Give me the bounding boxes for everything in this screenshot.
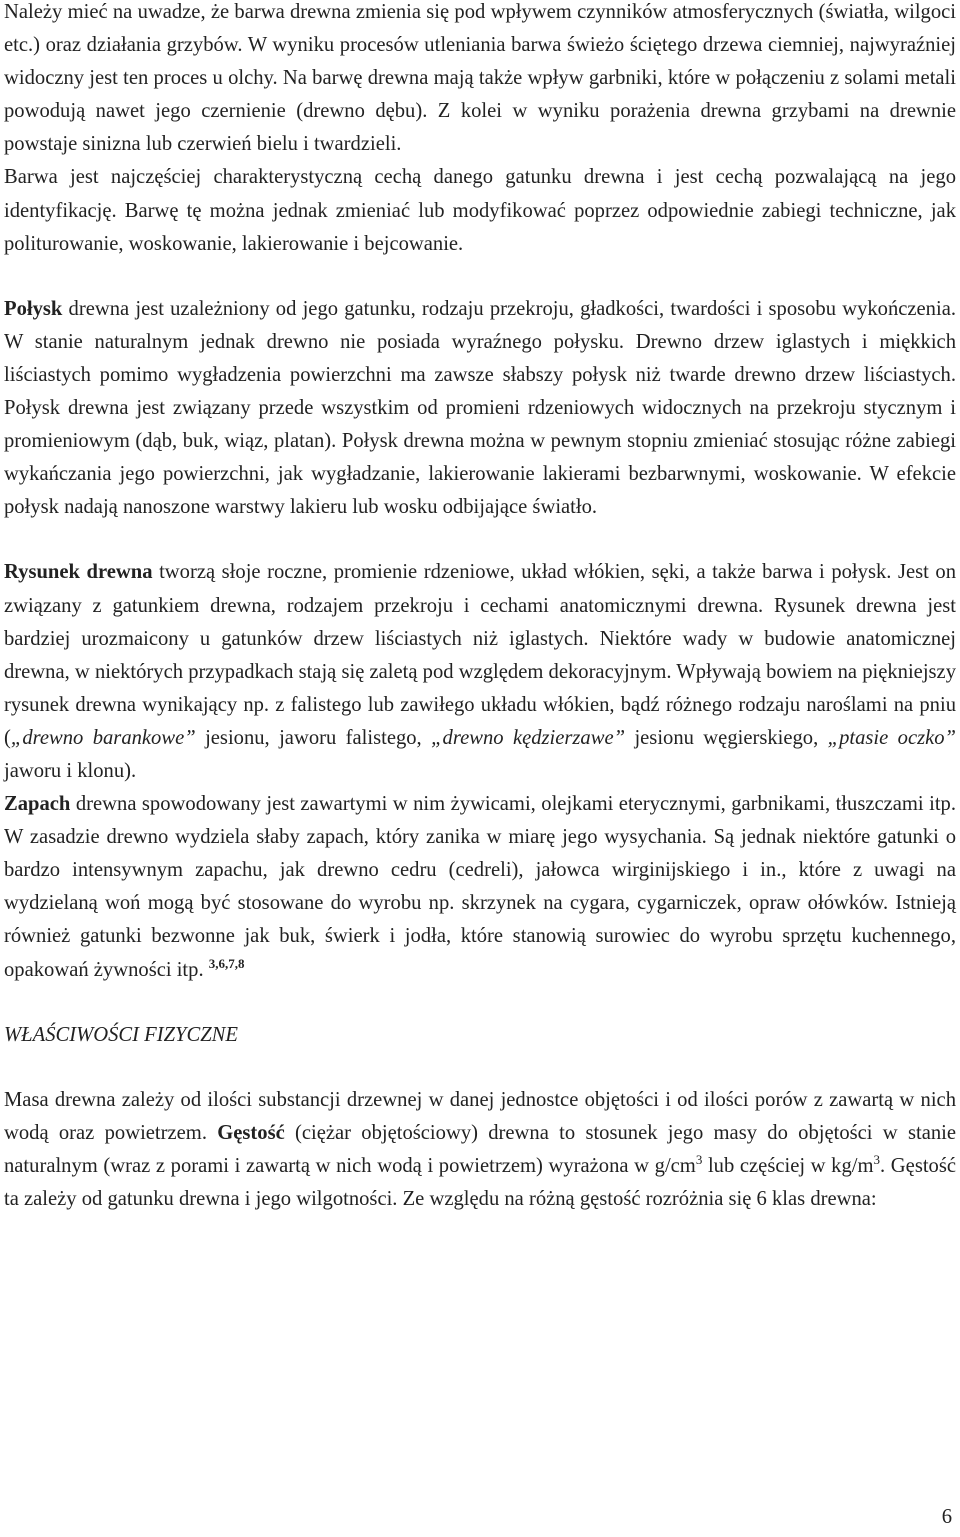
paragraph-gap [4,987,956,1019]
quote-drewno-kedzierzawe: „drewno kędzierzawe” [431,726,626,749]
document-page [4,0,956,1216]
paragraph-text: (ciężar objętościowy) drewna to stosunek jego masy do objętości w stanie naturalnym (wraz z porami i zawartą w nich wodą i powietrzem) wyrażona w g/cm [4,1121,956,1177]
paragraph-gloss [4,293,956,525]
paragraph-color-weathering [4,0,956,161]
term-gloss: Połysk [4,297,63,320]
paragraph-text: . Gęstość ta zależy od gatunku drewna i jego wilgotności. Ze względu na różną gęstość rozróżnia się 6 klas drewna: [4,1154,957,1210]
paragraph-text: lub częściej w kg/m [702,1154,874,1177]
footnote-reference: 3,6,7,8 [208,955,245,971]
page-number: 6 [941,1506,952,1528]
superscript-cm3: 3 [695,1151,703,1167]
paragraph-smell [4,788,956,987]
paragraph-text: drewna jest uzależniony od jego gatunku, rodzaju przekroju, gładkości, twardości i sposobu wykończenia. W stanie naturalnym jednak drewno nie posiada wyraźnego połysku. Drewno drzew iglastych i miękkich liściastych pomimo wygładzenia powierzchni ma zawsze słabszy połysk niż twarde drewno drzew liściastych. Połysk drewna jest związany przede wszystkim od promieni rdzeniowych widocznych na przekroju stycznym i promieniowym (dąb, buk, wiąz, platan). Połysk drewna można w pewnym stopniu zmieniać stosując różne zabiegi wykańczania jego powierzchni, jak wygładzanie, lakierowanie lakierami bezbarwnymi, woskowanie. W efekcie połysk nadają nanoszone warstwy lakieru lub wosku odbijające światło. [4,297,956,519]
paragraph-text: Masa drewna zależy od ilości substancji drzewnej w danej jednostce objętości i od ilości porów z zawartą w nich wodą oraz powietrzem. [4,1088,956,1144]
quote-drewno-barankowe: „drewno barankowe” [10,726,196,749]
paragraph-text: Barwa jest najczęściej charakterystyczną cechą danego gatunku drewna i jest cechą pozwalającą na jego identyfikację. Barwę tę można jednak zmieniać lub modyfikować poprzez odpowiednie zabiegi techniczne, jak politurowanie, woskowanie, lakierowanie i bejcowanie. [4,166,956,255]
paragraph-color-identification [4,161,956,260]
paragraph-text: Należy mieć na uwadze, że barwa drewna zmienia się pod wpływem czynników atmosferycznych (światła, wilgoci etc.) oraz działania grzybów. W wyniku procesów utleniania barwa świeżo ściętego drzewa ciemniej, najwyraźniej widoczny jest ten proces u olchy. Na barwę drewna mają także wpływ garbniki, które w połączeniu z solami metali powodują nawet jego czernienie (drewno dębu). Z kolei w wyniku porażenia drewna grzybami na drewnie powstaje sinizna lub czerwień bielu i twardzieli. [4,1,956,156]
paragraph-text: jaworu i klonu). [4,759,137,782]
superscript-m3: 3 [873,1151,881,1167]
paragraph-gap [4,524,956,556]
term-smell: Zapach [4,793,71,816]
paragraph-gap [4,261,956,293]
term-grain-pattern: Rysunek drewna [4,561,153,584]
paragraph-grain-pattern [4,556,956,788]
paragraph-text: tworzą słoje roczne, promienie rdzeniowe, układ włókien, sęki, a także barwa i połysk. Jest on związany z gatunkiem drewna, rodzajem przekroju i cechami anatomicznymi drewna. Rysunek drewna jest bardziej urozmaicony u gatunków drzew liściastych niż iglastych. Niektóre wady w budowie anatomicznej drewna, w niektórych przypadkach stają się zaletą pod względem dekoracyjnym. Wpływają bowiem na piękniejszy rysunek drewna wynikający np. z falistego lub zawiłego układu włókien, bądź różnego rodzaju naroślami na pniu ( [4,561,957,749]
paragraph-text: drewna spowodowany jest zawartymi w nim żywicami, olejkami eterycznymi, garbnikami, tłuszczami itp. W zasadzie drewno wydziela słaby zapach, który zanika w miarę jego wysychania. Są jednak niektóre gatunki o bardzo intensywnym zapachu, jak drewno cedru (cedreli), jałowca wirginijskiego i in., które z uwagi na wydzielaną woń mogą być stosowane do wyrobu np. skrzynek na cygara, cygarniczek, opraw ołówków. Istnieją również gatunki bezwonne jak buk, świerk i jodła, które stanowią surowiec do wyrobu sprzętu kuchennego, opakowań żywności itp. [4,793,956,981]
paragraph-text: jesionu, jaworu falistego, [195,726,432,749]
paragraph-density [4,1084,956,1216]
paragraph-gap [4,1052,956,1084]
section-heading: WŁAŚCIWOŚCI FIZYCZNE [4,1023,238,1046]
quote-ptasie-oczko: „ptasie oczko” [827,726,957,749]
term-density: Gęstość [217,1121,285,1144]
paragraph-text: jesionu węgierskiego, [625,726,828,749]
